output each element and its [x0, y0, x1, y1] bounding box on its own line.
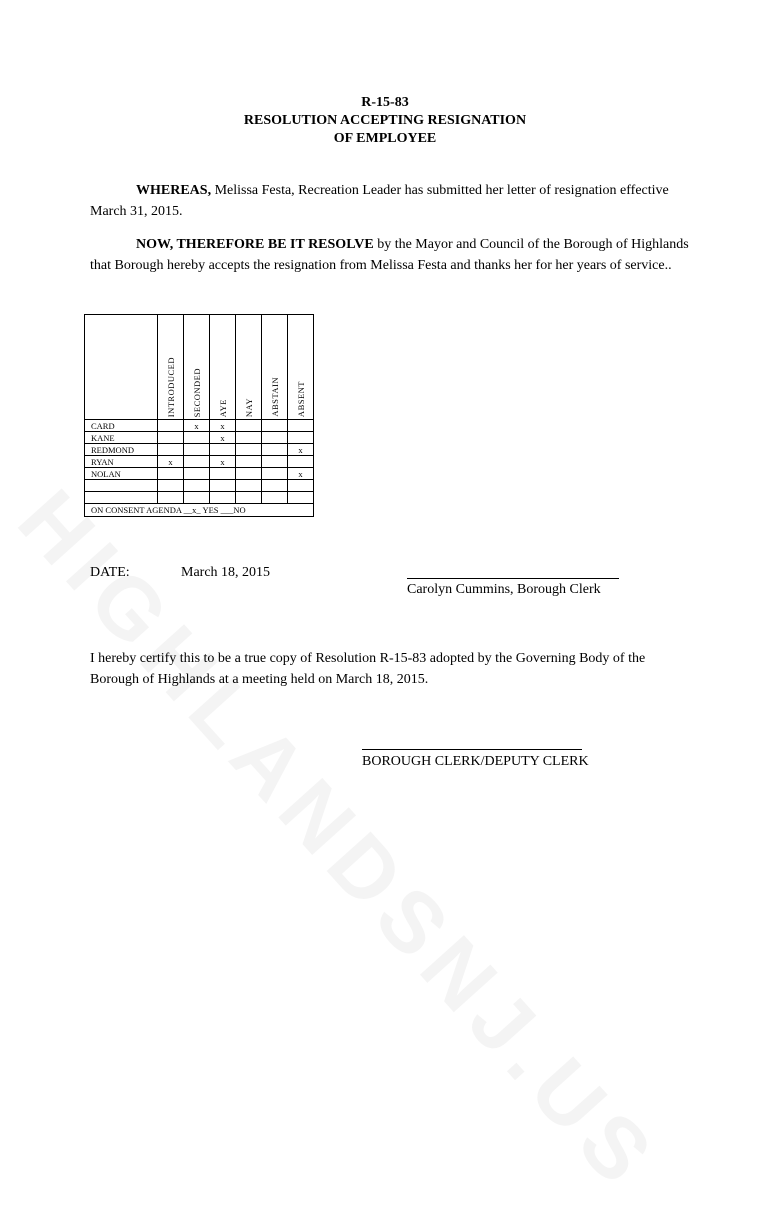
- vote-mark: [184, 456, 210, 468]
- vote-mark: [288, 420, 314, 432]
- vote-header-row: [85, 315, 314, 420]
- vote-mark: [158, 432, 184, 444]
- vote-row-card: [85, 420, 314, 432]
- vote-mark: x: [210, 432, 236, 444]
- vote-mark: [184, 444, 210, 456]
- vote-mark: [184, 432, 210, 444]
- resolve-text: by the Mayor and Council of the Borough of Highlands that Borough hereby accepts the resignation from Melissa Festa and thanks her for her years of service..: [90, 237, 689, 273]
- vote-mark: [210, 468, 236, 480]
- vote-mark: [262, 444, 288, 456]
- vote-header-corner: [85, 315, 158, 420]
- vote-row-nolan: [85, 468, 314, 480]
- member-name: CARD: [85, 420, 158, 432]
- vote-mark: [262, 468, 288, 480]
- vote-mark: x: [158, 456, 184, 468]
- vote-mark: [262, 432, 288, 444]
- vote-col-absent: ABSENT: [288, 315, 314, 420]
- date-value: March 18, 2015: [181, 565, 271, 580]
- vote-row-redmond: [85, 444, 314, 456]
- resolve-lead: NOW, THEREFORE BE IT RESOLVE: [136, 237, 374, 252]
- vote-mark: [236, 468, 262, 480]
- whereas-lead: WHEREAS,: [136, 183, 212, 198]
- vote-col-abstain: ABSTAIN: [262, 315, 288, 420]
- member-name: RYAN: [85, 456, 158, 468]
- vote-mark: [262, 456, 288, 468]
- resolution-number: R-15-83: [361, 95, 409, 110]
- vote-mark: [236, 420, 262, 432]
- vote-mark: [184, 468, 210, 480]
- clerk-name: Carolyn Cummins, Borough Clerk: [407, 582, 601, 597]
- clerk-signature-line: [407, 578, 619, 579]
- vote-col-aye: AYE: [210, 315, 236, 420]
- vote-mark: [236, 456, 262, 468]
- vote-mark: [236, 444, 262, 456]
- resolution-header: [0, 94, 770, 148]
- certification-paragraph: I hereby certify this to be a true copy of Resolution R-15-83 adopted by the Governing Body of the Borough of Highlands at a meeting held on March 18, 2015.: [90, 651, 646, 687]
- vote-mark: [236, 432, 262, 444]
- resolve-paragraph: [90, 234, 690, 276]
- resolution-title-line2: OF EMPLOYEE: [333, 131, 437, 146]
- vote-mark: x: [210, 420, 236, 432]
- whereas-paragraph: [90, 180, 690, 222]
- vote-col-nay: NAY: [236, 315, 262, 420]
- vote-table: [84, 314, 314, 517]
- date-label: DATE:: [90, 565, 130, 580]
- vote-mark: x: [184, 420, 210, 432]
- vote-mark: [158, 468, 184, 480]
- vote-mark: [288, 432, 314, 444]
- vote-mark: [262, 420, 288, 432]
- vote-row-ryan: [85, 456, 314, 468]
- vote-mark: x: [210, 456, 236, 468]
- consent-row: [85, 504, 314, 517]
- vote-col-introduced: INTRODUCED: [158, 315, 184, 420]
- member-name: NOLAN: [85, 468, 158, 480]
- member-name: REDMOND: [85, 444, 158, 456]
- resolution-title-line1: RESOLUTION ACCEPTING RESIGNATION: [243, 113, 527, 128]
- member-name: KANE: [85, 432, 158, 444]
- vote-row-blank: [85, 480, 314, 492]
- vote-col-seconded: SECONDED: [184, 315, 210, 420]
- vote-mark: [158, 420, 184, 432]
- deputy-clerk-label: BOROUGH CLERK/DEPUTY CLERK: [362, 754, 589, 769]
- vote-mark: x: [288, 444, 314, 456]
- vote-row-kane: [85, 432, 314, 444]
- vote-mark: [288, 456, 314, 468]
- whereas-text: Melissa Festa, Recreation Leader has submitted her letter of resignation effective March 31, 2015.: [90, 183, 669, 219]
- consent-agenda: ON CONSENT AGENDA __x_ YES ___NO: [85, 504, 314, 517]
- deputy-signature-line: [362, 749, 582, 750]
- vote-mark: x: [288, 468, 314, 480]
- vote-row-blank: [85, 492, 314, 504]
- vote-mark: [210, 444, 236, 456]
- vote-mark: [158, 444, 184, 456]
